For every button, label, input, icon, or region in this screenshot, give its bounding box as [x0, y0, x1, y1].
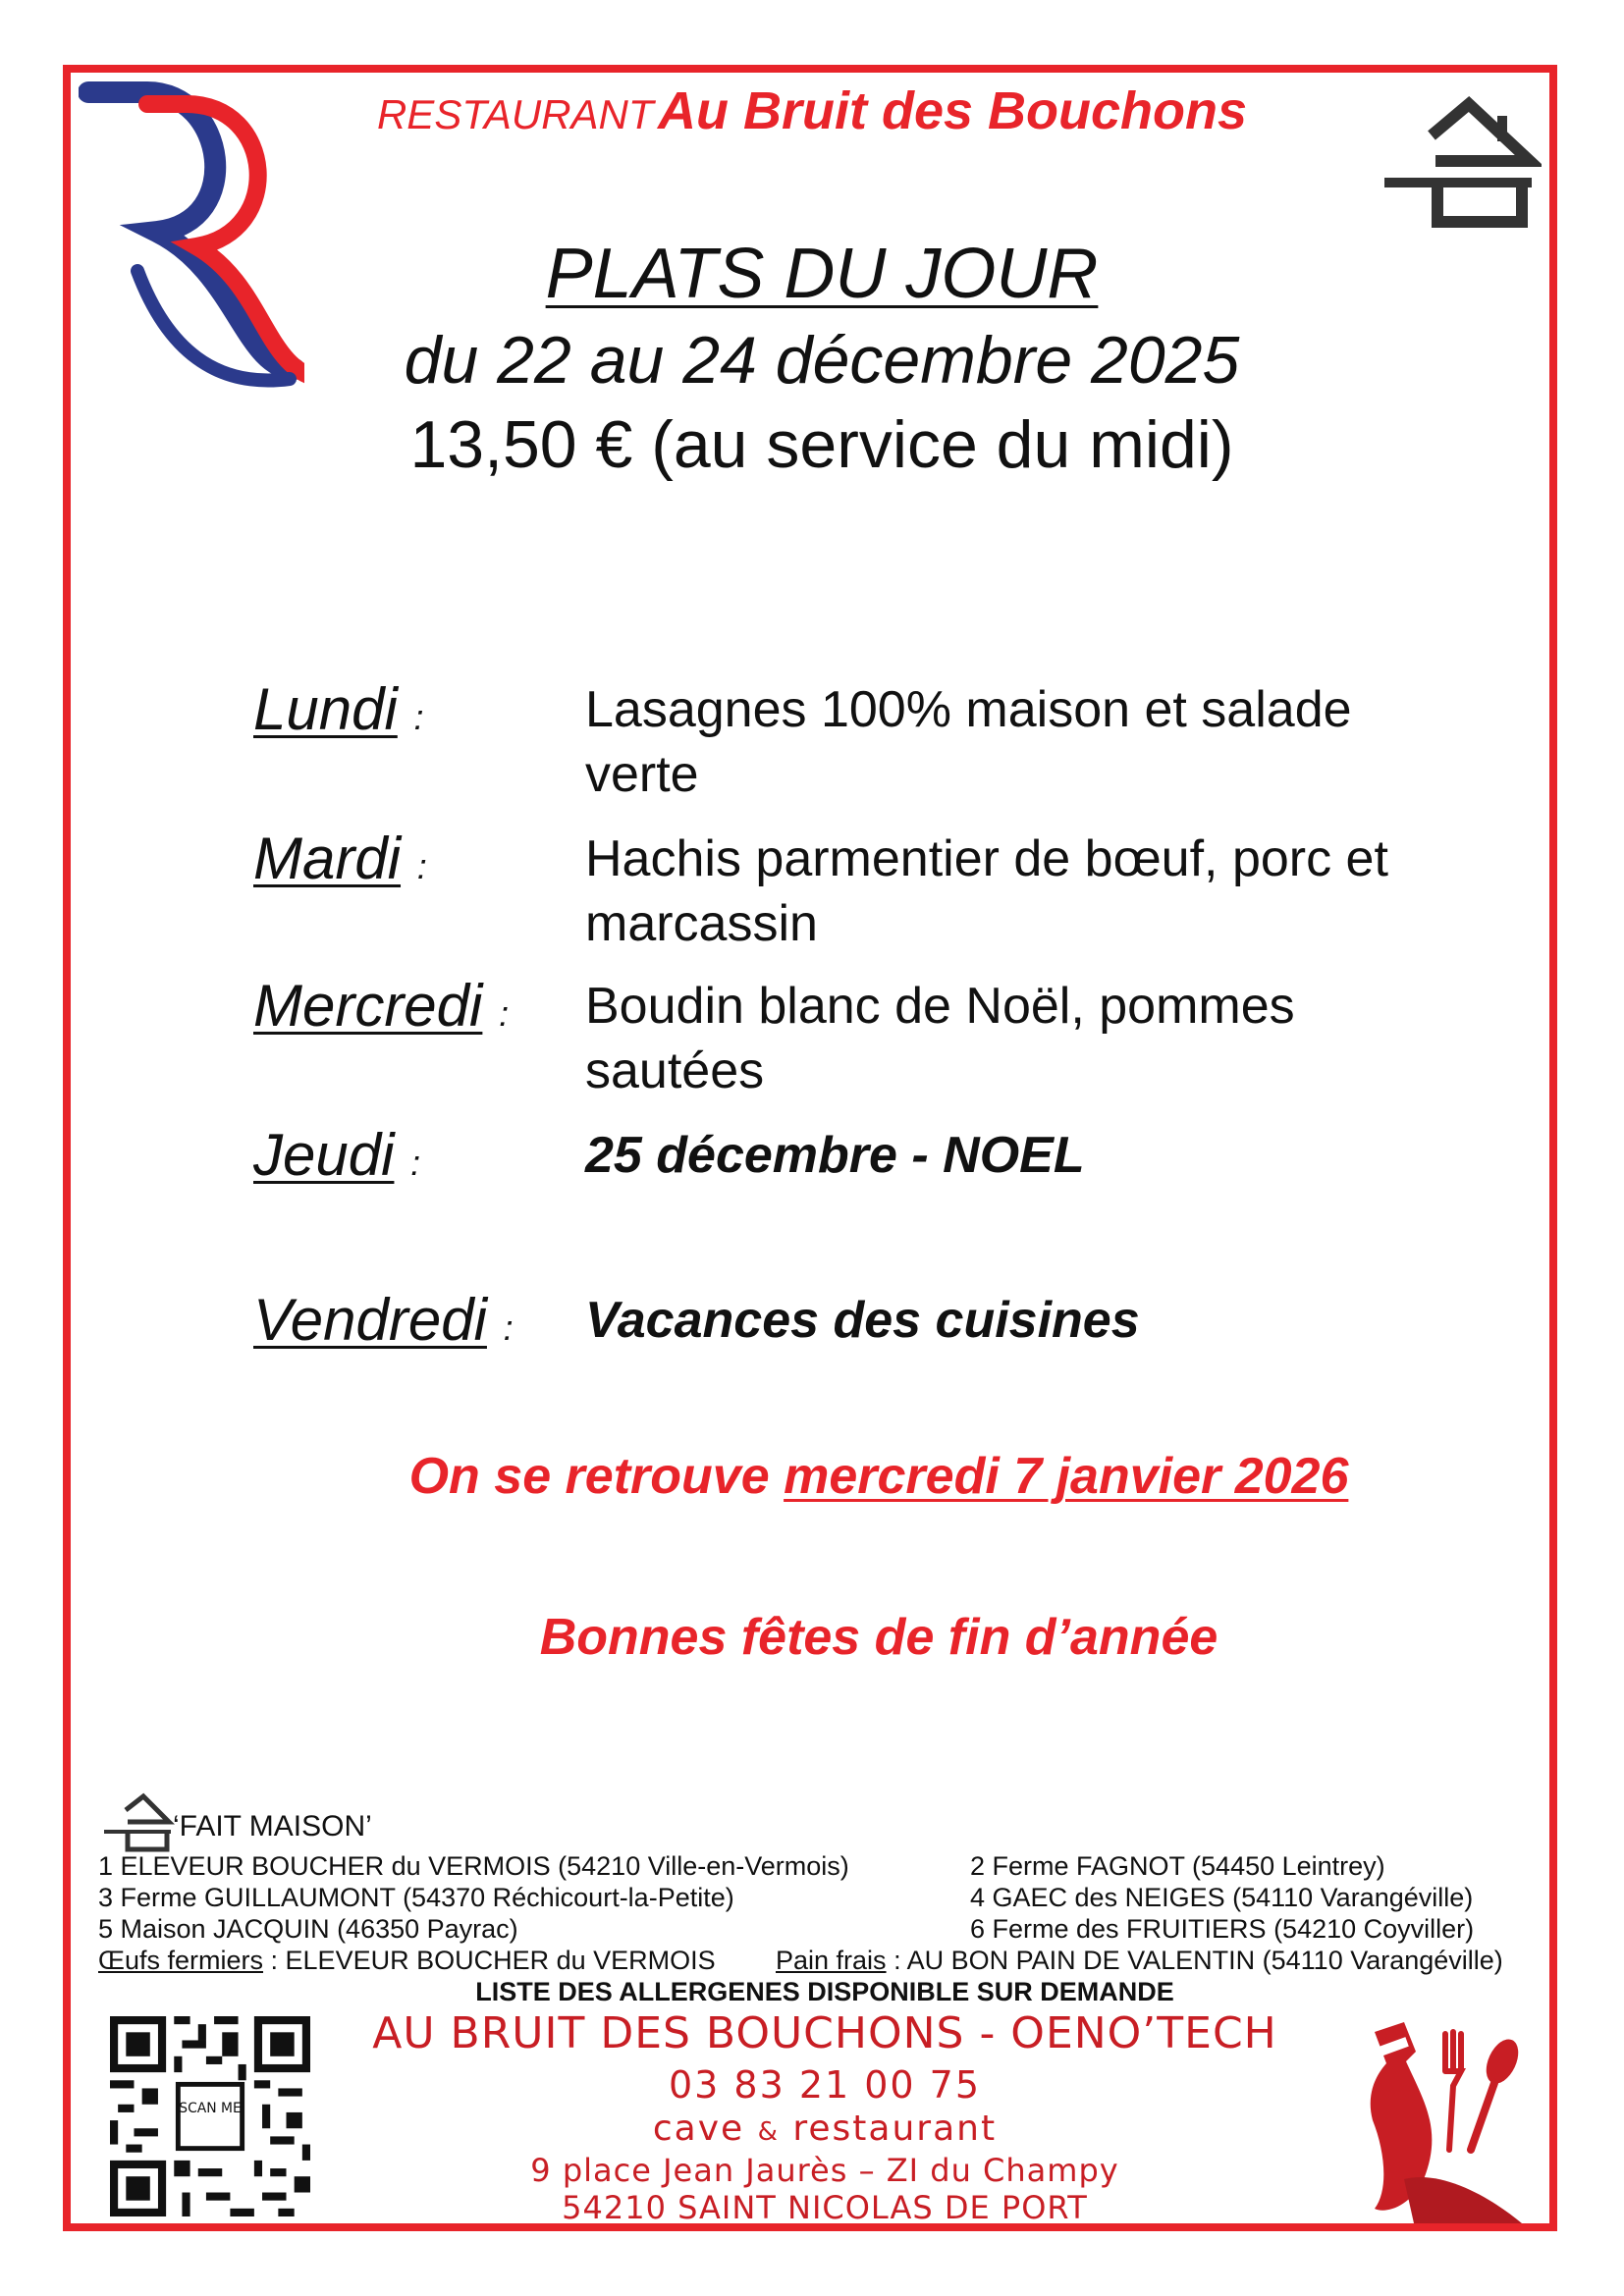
greetings-message: Bonnes fêtes de fin d’année — [539, 1609, 1218, 1666]
day-jeudi: Jeudi : — [253, 1122, 421, 1188]
return-message: On se retrouve mercredi 7 janvier 2026 — [408, 1448, 1349, 1505]
fait-maison-label: ‘FAIT MAISON’ — [173, 1810, 372, 1842]
allergens-notice: LISTE DES ALLERGENES DISPONIBLE SUR DEMANDE — [475, 1977, 1174, 2006]
day-lundi: Lundi : — [253, 676, 424, 742]
date-range: du 22 au 24 décembre 2025 — [404, 323, 1240, 398]
dish-vendredi: Vacances des cuisines — [585, 1292, 1140, 1349]
producer-5: 5 Maison JACQUIN (46350 Payrac) — [98, 1914, 518, 1944]
producer-3: 3 Ferme GUILLAUMONT (54370 Réchicourt-la-Petite) — [98, 1883, 734, 1912]
header-prefix: RESTAURANT — [376, 91, 654, 137]
restaurant-name-header — [0, 80, 1624, 141]
eggs-supplier: Œufs fermiers : ELEVEUR BOUCHER du VERMOIS — [98, 1946, 716, 1975]
dish-jeudi: 25 décembre - NOEL — [585, 1127, 1085, 1184]
producer-2: 2 Ferme FAGNOT (54450 Leintrey) — [970, 1851, 1385, 1881]
dish-mardi: Hachis parmentier de bœuf, porc et marcassin — [585, 830, 1388, 952]
header-name: Au Bruit des Bouchons — [658, 81, 1248, 140]
business-name: AU BRUIT DES BOUCHONS - OENO’TECH — [372, 2008, 1277, 2058]
return-date: mercredi 7 janvier 2026 — [784, 1448, 1349, 1505]
qr-scan-label: SCAN ME — [179, 2100, 242, 2116]
producer-1: 1 ELEVEUR BOUCHER du VERMOIS (54210 Ville-en-Vermois) — [98, 1851, 849, 1881]
page-title: PLATS DU JOUR — [545, 235, 1099, 313]
producer-4: 4 GAEC des NEIGES (54110 Varangéville) — [970, 1883, 1474, 1912]
address-line-1: 9 place Jean Jaurès – ZI du Champy — [530, 2152, 1119, 2189]
fait-maison-small-icon — [100, 1792, 175, 1853]
day-mardi: Mardi : — [253, 826, 427, 891]
price: 13,50 € (au service du midi) — [409, 407, 1234, 482]
dish-mercredi: Boudin blanc de Noël, pommes sautées — [585, 978, 1295, 1099]
producer-6: 6 Ferme des FRUITIERS (54210 Coyviller) — [970, 1914, 1475, 1944]
day-vendredi: Vendredi : — [253, 1287, 514, 1353]
business-type: cave & restaurant — [652, 2109, 998, 2149]
bread-supplier: Pain frais : AU BON PAIN DE VALENTIN (54110 Varangéville) — [776, 1946, 1503, 1975]
phone-number: 03 83 21 00 75 — [668, 2063, 982, 2107]
address-line-2: 54210 SAINT NICOLAS DE PORT — [562, 2189, 1088, 2226]
dish-lundi: Lasagnes 100% maison et salade verte — [585, 681, 1352, 803]
bottle-cutlery-logo-icon — [1355, 2012, 1532, 2228]
day-mercredi: Mercredi : — [253, 973, 510, 1039]
